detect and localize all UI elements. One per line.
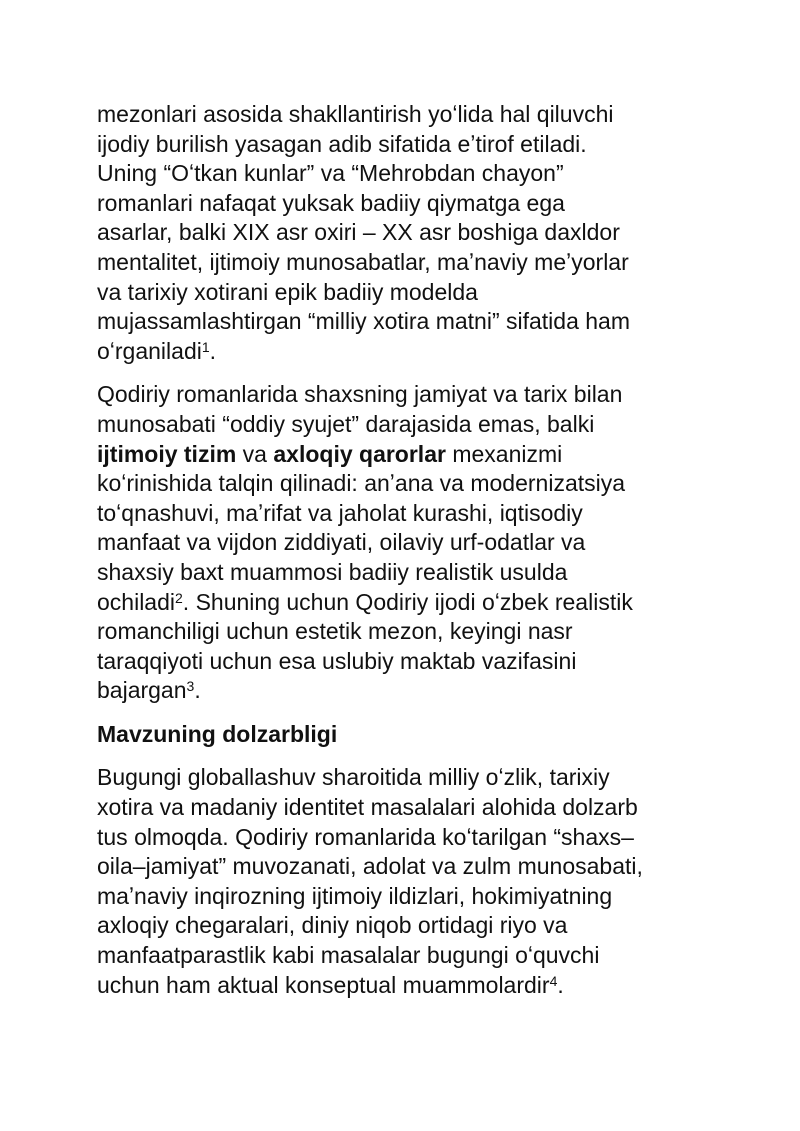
- text-run: ochiladi: [97, 588, 175, 615]
- text-line: [97, 130, 717, 160]
- paragraph-intro: [97, 100, 717, 366]
- footnote-marker: 2: [175, 589, 183, 606]
- footnote-marker: 4: [549, 972, 558, 989]
- text-run: koʻrinishida talqin qilinadi: anʼana va modernizatsiya: [97, 470, 626, 497]
- text-run: romanlari nafaqat yuksak badiiy qiymatga ega: [97, 189, 565, 216]
- text-line: [97, 528, 717, 558]
- text-line: [97, 971, 717, 1001]
- text-run: taraqqiyoti uchun esa uslubiy maktab vazifasini: [97, 647, 577, 674]
- paragraph-relevance: [97, 763, 717, 1000]
- bold-term: axloqiy qarorlar: [273, 440, 446, 467]
- text-line: [97, 882, 717, 912]
- bold-term: ijtimoiy tizim: [97, 440, 237, 467]
- text-line: [97, 307, 717, 337]
- text-line: [97, 823, 717, 853]
- text-run: tus olmoqda. Qodiriy romanlarida koʻtarilgan “shaxs–: [97, 823, 634, 850]
- text-run: va: [236, 440, 274, 467]
- text-run: Uning “Oʻtkan kunlar” va “Mehrobdan chayon”: [97, 160, 564, 187]
- text-run: .: [209, 337, 217, 364]
- text-run: manfaat va vijdon ziddiyati, oilaviy urf-odatlar va: [97, 529, 586, 556]
- text-line: [97, 763, 717, 793]
- paragraph-qodiriy-novels: [97, 380, 717, 706]
- text-run: toʻqnashuvi, maʼrifat va jaholat kurashi, iqtisodiy: [97, 499, 583, 526]
- text-line: [97, 337, 717, 367]
- text-run: asarlar, balki XIX asr oxiri – XX asr boshiga daxldor: [97, 219, 620, 246]
- text-run: mentalitet, ijtimoiy munosabatlar, maʼnaviy meʼyorlar: [97, 248, 629, 275]
- text-line: [97, 440, 717, 470]
- text-run: ijodiy burilish yasagan adib sifatida eʼtirof etiladi.: [97, 130, 587, 157]
- text-run: xotira va madaniy identitet masalalari alohida dolzarb: [97, 794, 638, 821]
- text-run: va tarixiy xotirani epik badiiy modelda: [97, 278, 478, 305]
- footnote-marker: 3: [186, 678, 195, 695]
- text-line: [97, 941, 717, 971]
- text-run: .: [194, 677, 201, 704]
- text-line: [97, 380, 717, 410]
- text-line: [97, 278, 717, 308]
- section-heading: Mavzuning dolzarbligi: [97, 720, 338, 747]
- text-run: mujassamlashtirgan “milliy xotira matni” sifatida ham: [97, 308, 630, 335]
- text-run: manfaatparastlik kabi masalalar bugungi oʻquvchi: [97, 942, 600, 969]
- document-page: [97, 100, 717, 1014]
- text-line: [97, 499, 717, 529]
- text-run: maʼnaviy inqirozning ijtimoiy ildizlari, hokimiyatning: [97, 882, 613, 909]
- text-line: [97, 617, 717, 647]
- text-run: romanchiligi uchun estetik mezon, keyingi nasr: [97, 618, 573, 645]
- text-line: [97, 410, 717, 440]
- text-run: mexanizmi: [445, 440, 563, 467]
- text-run: shaxsiy baxt muammosi badiiy realistik usulda: [97, 558, 568, 585]
- text-line: [97, 189, 717, 219]
- text-run: Bugungi globallashuv sharoitida milliy oʻzlik, tarixiy: [97, 764, 610, 791]
- text-line: [97, 159, 717, 189]
- text-run: axloqiy chegaralari, diniy niqob ortidagi riyo va: [97, 912, 568, 939]
- footnote-marker: 1: [201, 338, 210, 355]
- text-line: [97, 676, 717, 706]
- text-line: [97, 588, 717, 618]
- text-run: munosabati “oddiy syujet” darajasida emas, balki: [97, 410, 595, 437]
- text-line: [97, 248, 717, 278]
- text-run: . Shuning uchun Qodiriy ijodi oʻzbek realistik: [182, 588, 633, 615]
- text-line: [97, 218, 717, 248]
- text-line: [97, 469, 717, 499]
- text-run: Qodiriy romanlarida shaxsning jamiyat va tarix bilan: [97, 381, 623, 408]
- text-line: [97, 100, 717, 130]
- text-run: bajargan: [97, 677, 187, 704]
- text-run: .: [557, 971, 564, 998]
- text-line: [97, 793, 717, 823]
- text-line: [97, 852, 717, 882]
- text-run: uchun ham aktual konseptual muammolardir: [97, 971, 550, 998]
- text-run: oʻrganiladi: [97, 337, 202, 364]
- text-line: [97, 911, 717, 941]
- text-run: oila–jamiyat” muvozanati, adolat va zulm munosabati,: [97, 853, 643, 880]
- text-run: mezonlari asosida shakllantirish yoʻlida hal qiluvchi: [97, 101, 614, 127]
- text-line: [97, 647, 717, 677]
- text-line: [97, 558, 717, 588]
